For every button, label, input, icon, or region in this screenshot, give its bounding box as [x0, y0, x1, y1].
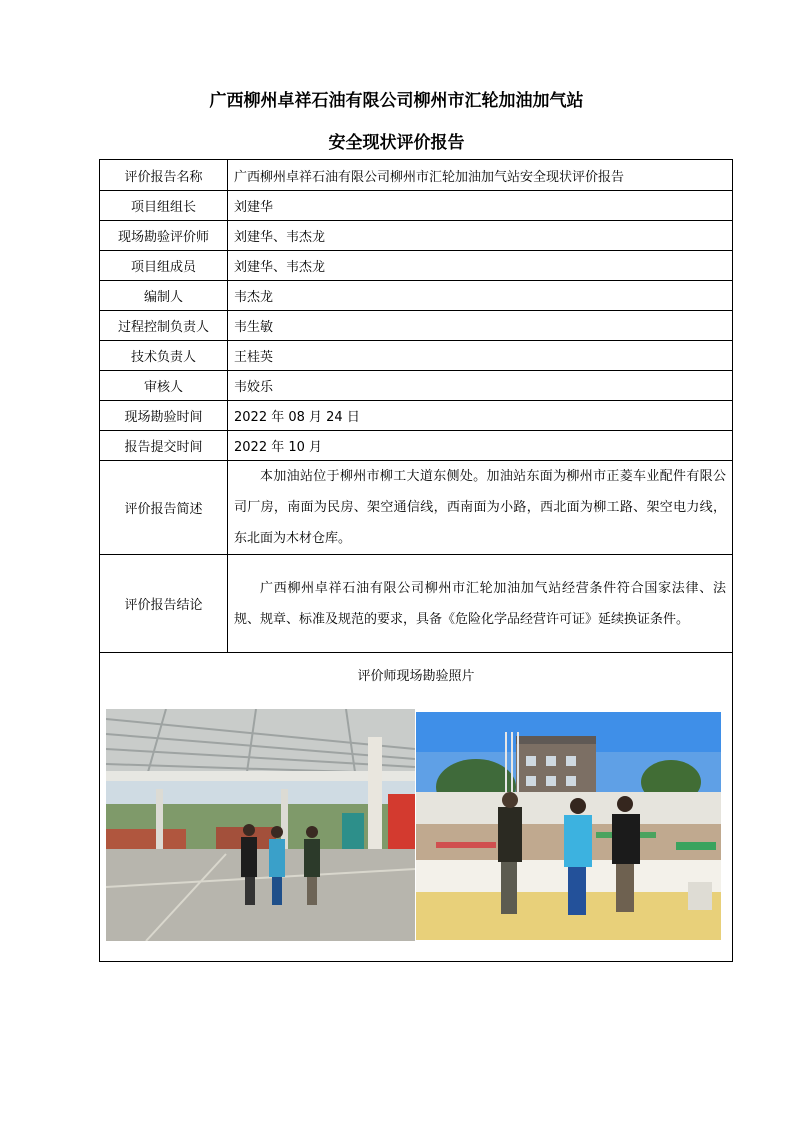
row-label: 审核人 [100, 371, 228, 401]
table-row [100, 371, 733, 401]
row-label: 现场勘验时间 [100, 401, 228, 431]
summary-text: 本加油站位于柳州市柳工大道东侧处。加油站东面为柳州市正菱车业配件有限公司厂房，南面为民房、架空通信线，西南面为小路，西北面为柳工路、架空电力线，东北面为木材仓库。 [234, 469, 726, 546]
row-label: 项目组组长 [100, 191, 228, 221]
conclusion-text: 广西柳州卓祥石油有限公司柳州市汇轮加油加气站经营条件符合国家法律、法规、规章、标准及规范的要求，具备《危险化学品经营许可证》延续换证条件。 [234, 580, 726, 627]
photos-title: 评价师现场勘验照片 [357, 669, 475, 684]
row-value: 2022 年 08 月 24 日 [228, 401, 733, 431]
photos-row [100, 653, 733, 962]
table-row [100, 431, 733, 461]
summary-label: 评价报告简述 [100, 461, 228, 555]
table-row [100, 401, 733, 431]
row-value: 韦姣乐 [228, 371, 733, 401]
conclusion-row [100, 555, 733, 653]
row-value: 王桂英 [228, 341, 733, 371]
table-row [100, 160, 733, 191]
table-row [100, 311, 733, 341]
conclusion-label: 评价报告结论 [100, 555, 228, 653]
row-value: 刘建华 [228, 191, 733, 221]
report-info-table [99, 159, 733, 962]
document-subtitle: 安全现状评价报告 [328, 133, 465, 153]
row-value: 刘建华、韦杰龙 [228, 251, 733, 281]
row-value: 2022 年 10 月 [228, 431, 733, 461]
row-label: 报告提交时间 [100, 431, 228, 461]
table-row [100, 281, 733, 311]
row-label: 评价报告名称 [100, 160, 228, 191]
table-row [100, 191, 733, 221]
row-label: 项目组成员 [100, 251, 228, 281]
site-photo-canopy [106, 709, 415, 941]
row-value: 韦杰龙 [228, 281, 733, 311]
site-photo-tank-area [416, 712, 721, 940]
table-row [100, 341, 733, 371]
row-value: 刘建华、韦杰龙 [228, 221, 733, 251]
table-row [100, 251, 733, 281]
table-row [100, 221, 733, 251]
row-label: 技术负责人 [100, 341, 228, 371]
document-title: 广西柳州卓祥石油有限公司柳州市汇轮加油加气站 [209, 91, 584, 111]
row-value: 广西柳州卓祥石油有限公司柳州市汇轮加油加气站安全现状评价报告 [228, 160, 733, 191]
row-label: 过程控制负责人 [100, 311, 228, 341]
summary-row [100, 461, 733, 555]
row-value: 韦生敏 [228, 311, 733, 341]
row-label: 现场勘验评价师 [100, 221, 228, 251]
row-label: 编制人 [100, 281, 228, 311]
